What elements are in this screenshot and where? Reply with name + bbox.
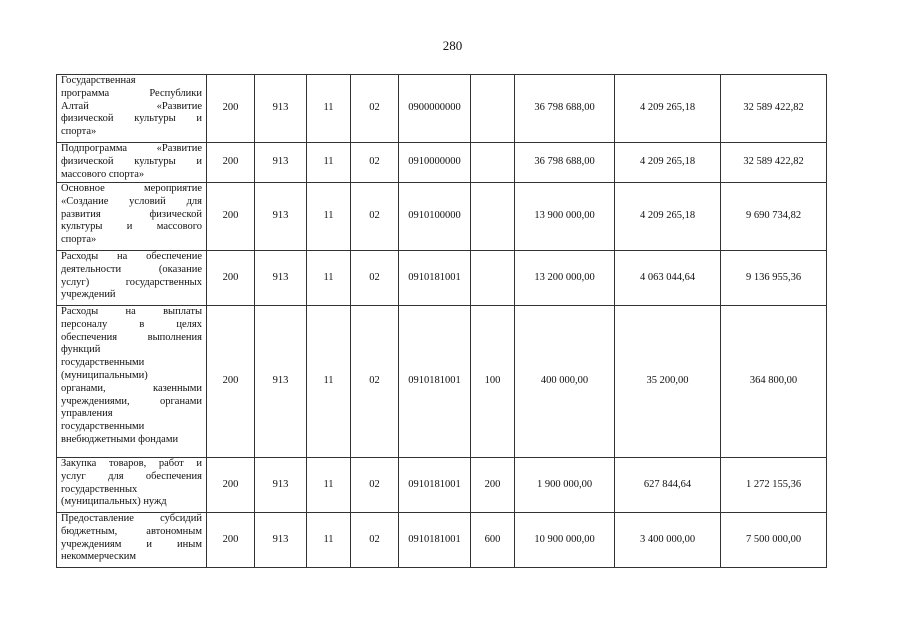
indicator-code: 200	[207, 183, 255, 251]
expense-name-line: «Создание условий для	[61, 195, 202, 207]
indicator-code: 200	[207, 458, 255, 513]
budget-table	[56, 74, 827, 568]
expense-name-line: (муниципальными)	[61, 369, 148, 381]
expense-name-line: развития физической	[61, 208, 202, 220]
ministry-code: 913	[255, 513, 307, 568]
approved-amount: 13 200 000,00	[515, 251, 615, 306]
expense-name-line: спорта»	[61, 126, 97, 138]
table-row	[57, 251, 827, 306]
expense-name-line: спорта»	[61, 234, 97, 246]
approved-amount: 13 900 000,00	[515, 183, 615, 251]
approved-amount: 1 900 000,00	[515, 458, 615, 513]
expense-type-code	[471, 251, 515, 306]
target-article-code: 0910181001	[399, 306, 471, 458]
executed-amount: 4 209 265,18	[615, 75, 721, 143]
expense-name-line: некоммерческим	[61, 551, 137, 563]
section-code: 11	[307, 183, 351, 251]
expense-type-code	[471, 183, 515, 251]
expense-name-line: Предоставление субсидий	[61, 513, 202, 524]
expense-type-code: 100	[471, 306, 515, 458]
target-article-code: 0910181001	[399, 513, 471, 568]
expense-name	[57, 251, 207, 306]
expense-name	[57, 513, 207, 568]
section-code: 11	[307, 75, 351, 143]
ministry-code: 913	[255, 306, 307, 458]
expense-name	[57, 143, 207, 183]
expense-name-line: Основное мероприятие	[61, 183, 202, 194]
subsection-code: 02	[351, 306, 399, 458]
table-body	[57, 75, 827, 568]
target-article-code: 0910181001	[399, 458, 471, 513]
table-row	[57, 75, 827, 143]
table-row	[57, 183, 827, 251]
ministry-code: 913	[255, 251, 307, 306]
expense-name-line: органами, казенными	[61, 382, 202, 394]
unexecuted-amount: 7 500 000,00	[721, 513, 827, 568]
approved-amount: 36 798 688,00	[515, 143, 615, 183]
expense-name-line: управления	[61, 408, 113, 420]
executed-amount: 627 844,64	[615, 458, 721, 513]
ministry-code: 913	[255, 183, 307, 251]
expense-name-line: персоналу в целях	[61, 318, 202, 330]
expense-name-line: услуг) государственных	[61, 276, 202, 288]
section-code: 11	[307, 306, 351, 458]
table-row	[57, 458, 827, 513]
expense-name-line: учреждениям и иным	[61, 538, 202, 550]
expense-name-line: бюджетным, автономным	[61, 525, 202, 537]
expense-name-line: Государственная	[61, 75, 136, 86]
section-code: 11	[307, 251, 351, 306]
target-article-code: 0900000000	[399, 75, 471, 143]
ministry-code: 913	[255, 143, 307, 183]
expense-name	[57, 458, 207, 513]
subsection-code: 02	[351, 143, 399, 183]
ministry-code: 913	[255, 458, 307, 513]
expense-name-line: Расходы на обеспечение	[61, 251, 202, 262]
expense-type-code	[471, 75, 515, 143]
subsection-code: 02	[351, 183, 399, 251]
ministry-code: 913	[255, 75, 307, 143]
approved-amount: 36 798 688,00	[515, 75, 615, 143]
unexecuted-amount: 9 690 734,82	[721, 183, 827, 251]
expense-name-line: Подпрограмма «Развитие	[61, 143, 202, 154]
unexecuted-amount: 364 800,00	[721, 306, 827, 458]
approved-amount: 400 000,00	[515, 306, 615, 458]
expense-name-line: государственных	[61, 483, 138, 495]
section-code: 11	[307, 513, 351, 568]
expense-name-line: внебюджетными фондами	[61, 433, 179, 445]
executed-amount: 4 209 265,18	[615, 183, 721, 251]
expense-name-line: учреждениями, органами	[61, 395, 202, 407]
indicator-code: 200	[207, 513, 255, 568]
page-number: 280	[442, 38, 463, 53]
target-article-code: 0910100000	[399, 183, 471, 251]
expense-name	[57, 183, 207, 251]
expense-name-line: физической культуры и	[61, 155, 202, 167]
table-row	[57, 306, 827, 458]
indicator-code: 200	[207, 251, 255, 306]
subsection-code: 02	[351, 251, 399, 306]
target-article-code: 0910181001	[399, 251, 471, 306]
table-row	[57, 143, 827, 183]
expense-name-line: массового спорта»	[61, 168, 145, 180]
executed-amount: 35 200,00	[615, 306, 721, 458]
expense-name-line: программа Республики	[61, 87, 202, 99]
expense-name-line: государственными	[61, 357, 145, 369]
table-row	[57, 513, 827, 568]
indicator-code: 200	[207, 306, 255, 458]
unexecuted-amount: 1 272 155,36	[721, 458, 827, 513]
unexecuted-amount: 32 589 422,82	[721, 143, 827, 183]
unexecuted-amount: 9 136 955,36	[721, 251, 827, 306]
expense-name-line: Алтай «Развитие	[61, 100, 202, 112]
executed-amount: 4 209 265,18	[615, 143, 721, 183]
target-article-code: 0910000000	[399, 143, 471, 183]
subsection-code: 02	[351, 458, 399, 513]
subsection-code: 02	[351, 513, 399, 568]
expense-name-line: функций	[61, 344, 101, 356]
expense-name-line: (муниципальных) нужд	[61, 496, 167, 508]
approved-amount: 10 900 000,00	[515, 513, 615, 568]
expense-name-line: физической культуры и	[61, 113, 202, 125]
expense-name-line: Закупка товаров, работ и	[61, 458, 202, 469]
expense-name-line: государственными	[61, 421, 145, 433]
section-code: 11	[307, 143, 351, 183]
expense-name-line: услуг для обеспечения	[61, 470, 202, 482]
executed-amount: 3 400 000,00	[615, 513, 721, 568]
expense-name-line: учреждений	[61, 289, 116, 301]
expense-type-code: 200	[471, 458, 515, 513]
expense-name-line: Расходы на выплаты	[61, 306, 202, 317]
executed-amount: 4 063 044,64	[615, 251, 721, 306]
expense-name-line: культуры и массового	[61, 221, 202, 233]
subsection-code: 02	[351, 75, 399, 143]
expense-type-code	[471, 143, 515, 183]
unexecuted-amount: 32 589 422,82	[721, 75, 827, 143]
section-code: 11	[307, 458, 351, 513]
indicator-code: 200	[207, 75, 255, 143]
expense-name-line: деятельности (оказание	[61, 263, 202, 275]
expense-name	[57, 306, 207, 458]
expense-name	[57, 75, 207, 143]
expense-name-line: обеспечения выполнения	[61, 331, 202, 343]
indicator-code: 200	[207, 143, 255, 183]
expense-type-code: 600	[471, 513, 515, 568]
